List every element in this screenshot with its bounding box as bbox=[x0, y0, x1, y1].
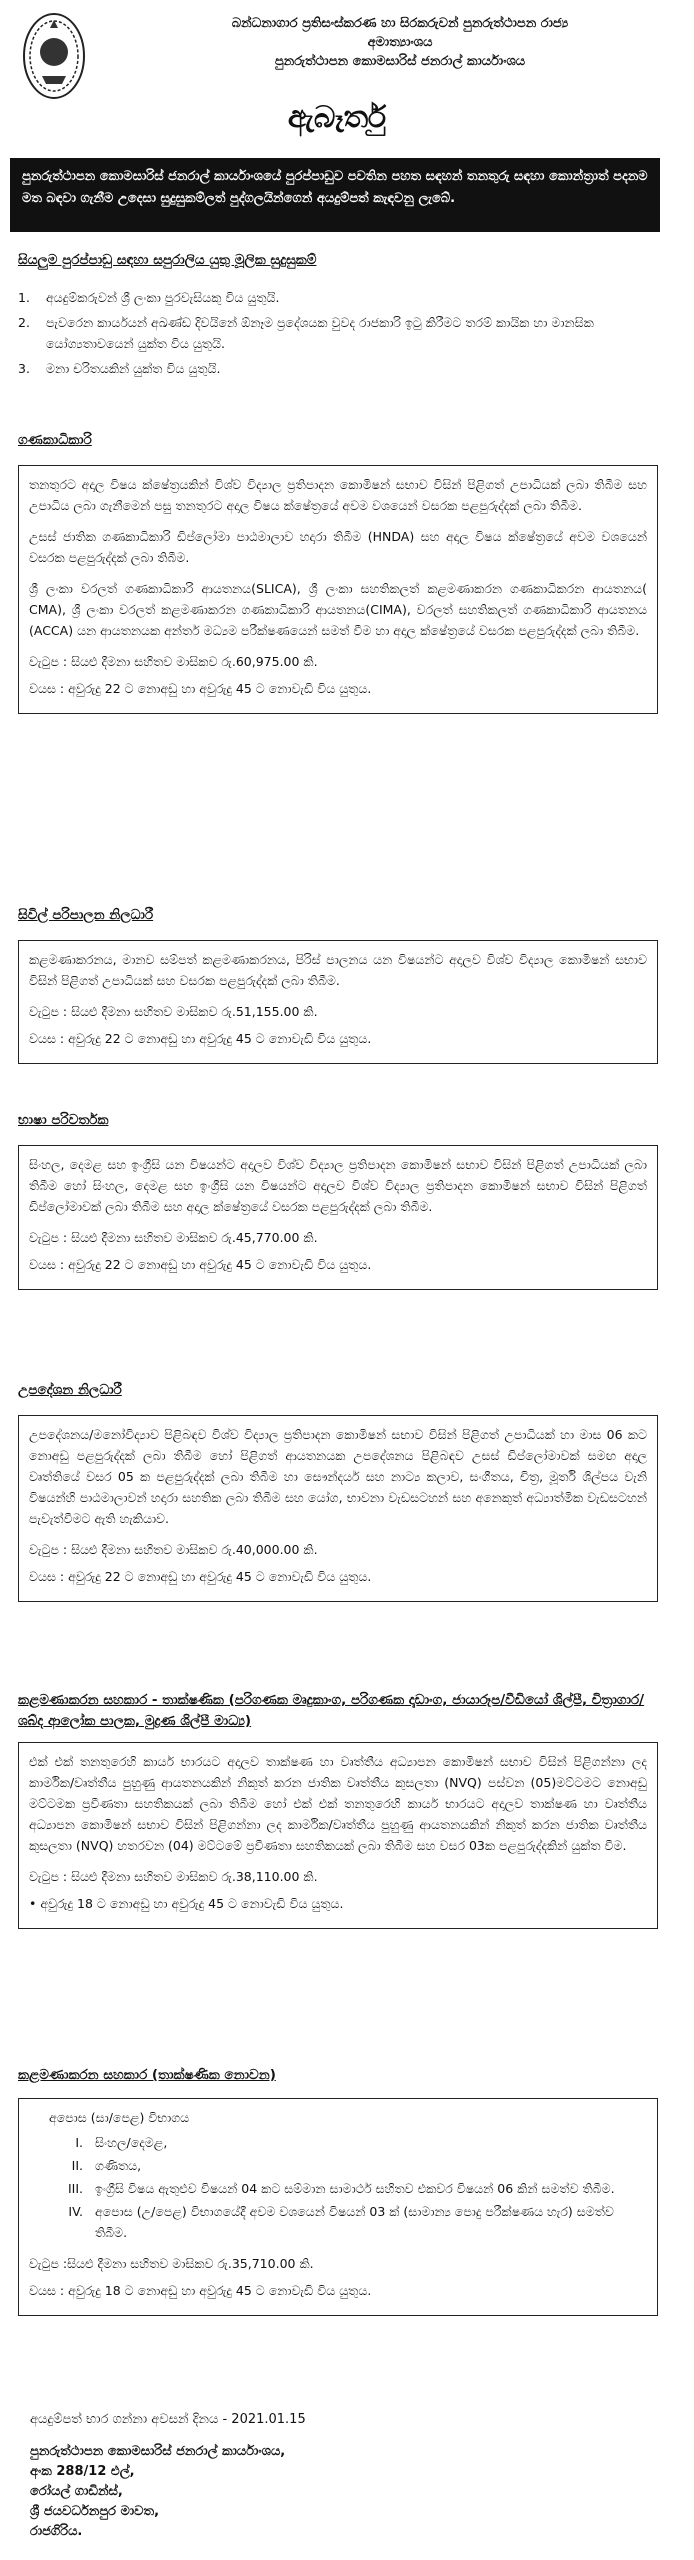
list-item bbox=[18, 287, 658, 308]
translator-qual-1: සිංහල, දෙමළ සහ ඉංග්‍රීසි යන විෂයන්ට අදාලව විශ්ව විද්‍යාල ප්‍රතිපාදන කොමිෂන් සභාව විසින් පිළිගත් උපාධියක් ලබා තිබීම හෝ සිංහල, දෙමළ සහ ඉංග්‍රීසි යන විෂයන්ට අදාලව විශ්ව විද්‍යාල ප්‍රතිපාදන කොමිෂන් සභාව විසින් පිළිගත් ඩිප්ලෝමාවක් ලබා තිබීම සහ අදාල ක්ෂේත්‍රයේ වසරක පළපුරුද්දක් ලබා තිබීම. bbox=[29, 1157, 647, 1214]
item-text: ඉංග්‍රීසි විෂය ඇතුළුව විෂයන් 04 කට සම්මාන සාමාර්ථ සහිතව එකවර විෂයන් 06 කින් සමත්ව තිබීම. bbox=[95, 2181, 615, 2196]
mgmt-tech-salary: වැටුප : සියළු දීමනා සහිතව මාසිකව රු.38,110.00 කි. bbox=[29, 1869, 318, 1884]
address-line: රාජගිරිය. bbox=[30, 2524, 83, 2539]
civil-age: වයස : අවුරුදු 22 ට නොඅඩු හා අවුරුදු 45 ට නොවැඩි විය යුතුය. bbox=[29, 1031, 372, 1046]
item-text: ගණිතය, bbox=[95, 2158, 142, 2173]
translator-title: භාෂා පරිවර්තක bbox=[18, 1112, 109, 1128]
intro-banner: පුනරුත්ථාපන කොමසාරිස් ජනරාල් කාර්යාංශයේ පුරප්පාඩුව පවතින පහත සඳහන් තනතුරු සඳහා කොන්ත්‍රාත් පදනම මත බඳවා ගැනීම උදෙසා සුදුසුකම්ලත් පුද්ගලයින්ගෙන් අයදුම්පත් කැඳවනු ලැබේ. bbox=[10, 158, 660, 232]
mgmt-nontech-age: වයස : අවුරුදු 18 ට නොඅඩු හා අවුරුදු 45 ට නොවැඩි විය යුතුය. bbox=[29, 2283, 372, 2298]
header bbox=[10, 8, 684, 108]
mgmt-tech-section bbox=[18, 1690, 658, 1929]
address-line: පුනරුත්ථාපන කොමසාරිස් ජනරාල් කාර්යාංශය, bbox=[30, 2444, 286, 2459]
item-text: පැවරෙන කාර්යයන් අඛණ්ඩ දිවයිනේ ඕනෑම ප්‍රදේශයක වුවද රාජකාරි ඉටු කිරීමට තරම් කායික හා මානසික යෝග්‍යතාවයෙන් යුක්ත විය යුතුයි. bbox=[46, 315, 594, 351]
item-number: I. bbox=[75, 2135, 83, 2150]
national-emblem-icon bbox=[22, 12, 86, 100]
item-number: III. bbox=[67, 2181, 83, 2196]
accountant-title: ගණකාධිකාරි bbox=[18, 432, 92, 448]
counsellor-age: වයස : අවුරුදු 22 ට නොඅඩු හා අවුරුදු 45 ට නොවැඩි විය යුතුය. bbox=[29, 1569, 372, 1584]
counsellor-qual-1: උපදේශනය/මනෝවිද්‍යාව පිළිබඳව විශ්ව විද්‍යාල ප්‍රතිපාදන කොමිෂන් සභාව විසින් පිළිගත් උපාධියක් හා මාස 06 කට නොඅඩු පළපුරුද්දක් ලබා තිබීම හෝ පිළිගත් ආයතනයක උපදේශනය පිළිබඳව උසස් ඩිප්ලෝමාවක් සමඟ අදාල වෘත්තියේ වසර 05 ක පළපුරුද්දක් ලබා තිබීම හා සෞන්දර්ය සහ නාට්‍ය කලාව, සංගීතය, චිත්‍ර, මූර්ති ශිල්පය වැනි විෂයන්හි පාඨමාලාවන් හදාරා සහතික ලබා තිබීම සහ යෝග, භාවනා වැඩසටහන් සහ අනෙකුත් අධ්‍යාත්මික වැඩසටහන් පැවැත්වීමට ඇති හැකියාව. bbox=[29, 1427, 647, 1526]
list-item bbox=[18, 312, 658, 354]
civil-box bbox=[18, 940, 658, 1064]
mgmt-nontech-salary: වැටුප :සියළු දීමනා සහිතව මාසිකව රු.35,710.00 කි. bbox=[29, 2256, 314, 2271]
item-number: II. bbox=[71, 2158, 83, 2173]
translator-age: වයස : අවුරුදු 22 ට නොඅඩු හා අවුරුදු 45 ට නොවැඩි විය යුතුය. bbox=[29, 1257, 372, 1272]
organization-heading bbox=[120, 14, 680, 71]
counsellor-section bbox=[18, 1380, 658, 1602]
org-line-1: බන්ධනාගාර ප්‍රතිසංස්කරණ හා සිරකරුවන් පුනරුත්ථාපන රාජ්‍ය bbox=[231, 16, 569, 31]
item-text: අයදුම්කරුවන් ශ්‍රී ලංකා පුරවැසියකු විය යුතුයි. bbox=[46, 290, 280, 305]
counsellor-box bbox=[18, 1415, 658, 1602]
mgmt-tech-age: • අවුරුදු 18 ට නොඅඩු හා අවුරුදු 45 ට නොවැඩි විය යුතුය. bbox=[29, 1896, 344, 1911]
item-number: IV. bbox=[68, 2204, 83, 2219]
accountant-section bbox=[18, 430, 658, 714]
civil-title: සිවිල් පරිපාලන නිලධාරී bbox=[18, 907, 154, 923]
counsellor-title: උපදේශන නිලධාරී bbox=[18, 1382, 122, 1398]
accountant-box bbox=[18, 465, 658, 714]
translator-salary: වැටුප : සියළු දීමනා සහිතව මාසිකව රු.45,770.00 කි. bbox=[29, 1230, 318, 1245]
mgmt-nontech-list bbox=[29, 2132, 647, 2243]
mgmt-tech-title: කළමණාකරන සහකාර - තාක්ෂණික (පරිගණක මෘදුකාංග, පරිගණක දෘඩාංග, ජායාරූප/වීඩියෝ ශිල්පී, චිත්‍රාගාර/ශබ්ද ආලෝක පාලක, මුද්‍රණ ශිල්පී මාධ්‍ය) bbox=[18, 1692, 645, 1729]
counsellor-salary: වැටුප : සියළු දීමනා සහිතව මාසිකව රු.40,000.00 කි. bbox=[29, 1542, 318, 1557]
list-item bbox=[18, 358, 658, 379]
list-item bbox=[29, 2155, 647, 2176]
civil-section bbox=[18, 905, 658, 1064]
item-text: මනා චරිතයකින් යුක්ත විය යුතුයි. bbox=[46, 361, 221, 376]
mgmt-nontech-section bbox=[18, 2065, 658, 2316]
mgmt-tech-box bbox=[18, 1742, 658, 1929]
general-title: සියලුම පුරප්පාඩු සඳහා සපුරාලිය යුතු මූලික සුදුසුකම් bbox=[18, 252, 317, 268]
accountant-salary: වැටුප : සියළු දීමනා සහිතව මාසිකව රු.60,975.00 කි. bbox=[29, 654, 318, 669]
address-line: අංක 288/12 එල්, bbox=[30, 2464, 135, 2479]
footer bbox=[30, 2410, 650, 2542]
list-item bbox=[29, 2201, 647, 2243]
closing-date: අයදුම්පත් භාර ගන්නා අවසන් දිනය - 2021.01.15 bbox=[30, 2412, 306, 2427]
vacancies-title: ඇබෑර්තු bbox=[287, 100, 387, 135]
item-number: 1. bbox=[18, 290, 30, 305]
list-item bbox=[29, 2178, 647, 2199]
item-number: 3. bbox=[18, 361, 30, 376]
mgmt-nontech-box bbox=[18, 2098, 658, 2316]
mgmt-nontech-intro: අපොස (සා/පෙළ) විභාගය bbox=[49, 2110, 190, 2125]
general-section bbox=[18, 250, 658, 383]
org-line-2: අමාත්‍යාංශය bbox=[367, 35, 433, 50]
civil-qual-1: කළමණාකරනය, මානව සම්පත් කළමණාකරනය, පිරිස් පාලනය යන විෂයන්ට අදාලව විශ්ව විද්‍යාල කොමිෂන් සභාව විසින් පිළිගත් උපාධියක් සහ වසරක පළපුරුද්දක් ලබා තිබීම. bbox=[29, 952, 647, 988]
accountant-qual-2: උසස් ජාතික ගණකාධිකාරි ඩිප්ලෝමා පාඨමාලාව හදාරා තිබීම (HNDA) සහ අදාල විෂය ක්ෂේත්‍රයේ අවම වශයෙන් වසරක පළපුරුද්දක් ලබා තිබීම. bbox=[29, 529, 647, 565]
civil-salary: වැටුප : සියළු දීමනා සහිතව මාසිකව රු.51,155.00 කි. bbox=[29, 1004, 318, 1019]
list-item bbox=[29, 2132, 647, 2153]
item-text: සිංහල/දෙමළ, bbox=[95, 2135, 168, 2150]
item-text: අපොස (උ/පෙළ) විභාගයේදී අවම වශයෙන් විෂයන් 03 ක් (සාමාන්‍ය පොදු පරීක්ෂණය හැර) සමත්ව තිබීම. bbox=[95, 2204, 614, 2240]
accountant-age: වයස : අවුරුදු 22 ට නොඅඩු හා අවුරුදු 45 ට නොවැඩි විය යුතුය. bbox=[29, 681, 372, 696]
translator-section bbox=[18, 1110, 658, 1290]
address-line: ශ්‍රී ජයවර්ධනපුර මාවත, bbox=[30, 2504, 160, 2519]
accountant-qual-1: තනතුරට අදාල විෂය ක්ෂේත්‍රයකින් විශ්ව විද්‍යාල ප්‍රතිපාදන කොමිෂන් සභාව විසින් පිළිගත් උපාධියක් ලබා තිබීම සහ උපාධිය ලබා ගැනීමෙන් පසු තනතුරට අදාල විෂය ක්ෂේත්‍රයේ අවම වශයෙන් වසරක පළපුරුද්දක් ලබා තිබීම. bbox=[29, 477, 647, 513]
org-line-3: පුනරුත්ථාපන කොමසාරිස් ජනරාල් කාර්යාංශය bbox=[274, 54, 526, 69]
translator-box bbox=[18, 1145, 658, 1290]
accountant-qual-3: ශ්‍රී ලංකා වරලත් ගණකාධිකාරි ආයතනය(SLICA), ශ්‍රී ලංකා සහතිකලත් කළමණාකරන ගණකාධිකරන ආයතනය( CMA), ශ්‍රී ලංකා වරලත් කළමණාකරන ගණකාධිකාරි ආයතනය(CIMA), වරලත් සහතිකලත් ගණකාධිකාරි ආයතනය (ACCA) යන ආයතනයක අන්තර් මධ්‍යම පරීක්ෂණයෙන් සමත් වීම හා අදාල ක්ෂේත්‍රයේ වසරක පළපුරුද්දක් ලබා තිබීම. bbox=[29, 581, 647, 638]
item-number: 2. bbox=[18, 315, 30, 330]
mgmt-nontech-title: කළමණාකරන සහකාර (තාක්ෂණික නොවන) bbox=[18, 2067, 276, 2083]
mgmt-tech-qual-1: එක් එක් තනතුරෙහි කාර්ය භාරයට අදාලව තාක්ෂණ හා වෘත්තීය අධ්‍යාපන කොමිෂන් සභාව විසින් පිළිගන්නා ලද කාර්මික/වෘත්තීය පුහුණු ආයතනයකින් නිකුත් කරන ජාතික වෘත්තීය කුසලතා (NVQ) පස්වන (05)මට්ටමට නොඅඩු මට්ටමක ප්‍රවීණතා සහතිකයක් ලබා තිබීම හෝ එක් එක් තනතුරෙහි කාර්ය භාරයට අදාලව තාක්ෂණ හා වෘත්තීය අධ්‍යාපන කොමිෂන් සභාව විසින් පිළිගන්නා ලද කාර්මික/වෘත්තීය පුහුණු ආයතනයකින් නිකුත් කරන ජාතික වෘත්තීය කුසලතා (NVQ) හතරවන (04) මට්ටමේ ප්‍රවීණතා සහතිකයක් ලබා තිබීම සහ වසර 03ක පළපුරුද්දකින් යුක්ත වීම. bbox=[29, 1754, 647, 1853]
general-list bbox=[18, 287, 658, 379]
address-block bbox=[30, 2442, 650, 2542]
address-line: රෝයල් ගාඩින්ස්, bbox=[30, 2484, 123, 2499]
